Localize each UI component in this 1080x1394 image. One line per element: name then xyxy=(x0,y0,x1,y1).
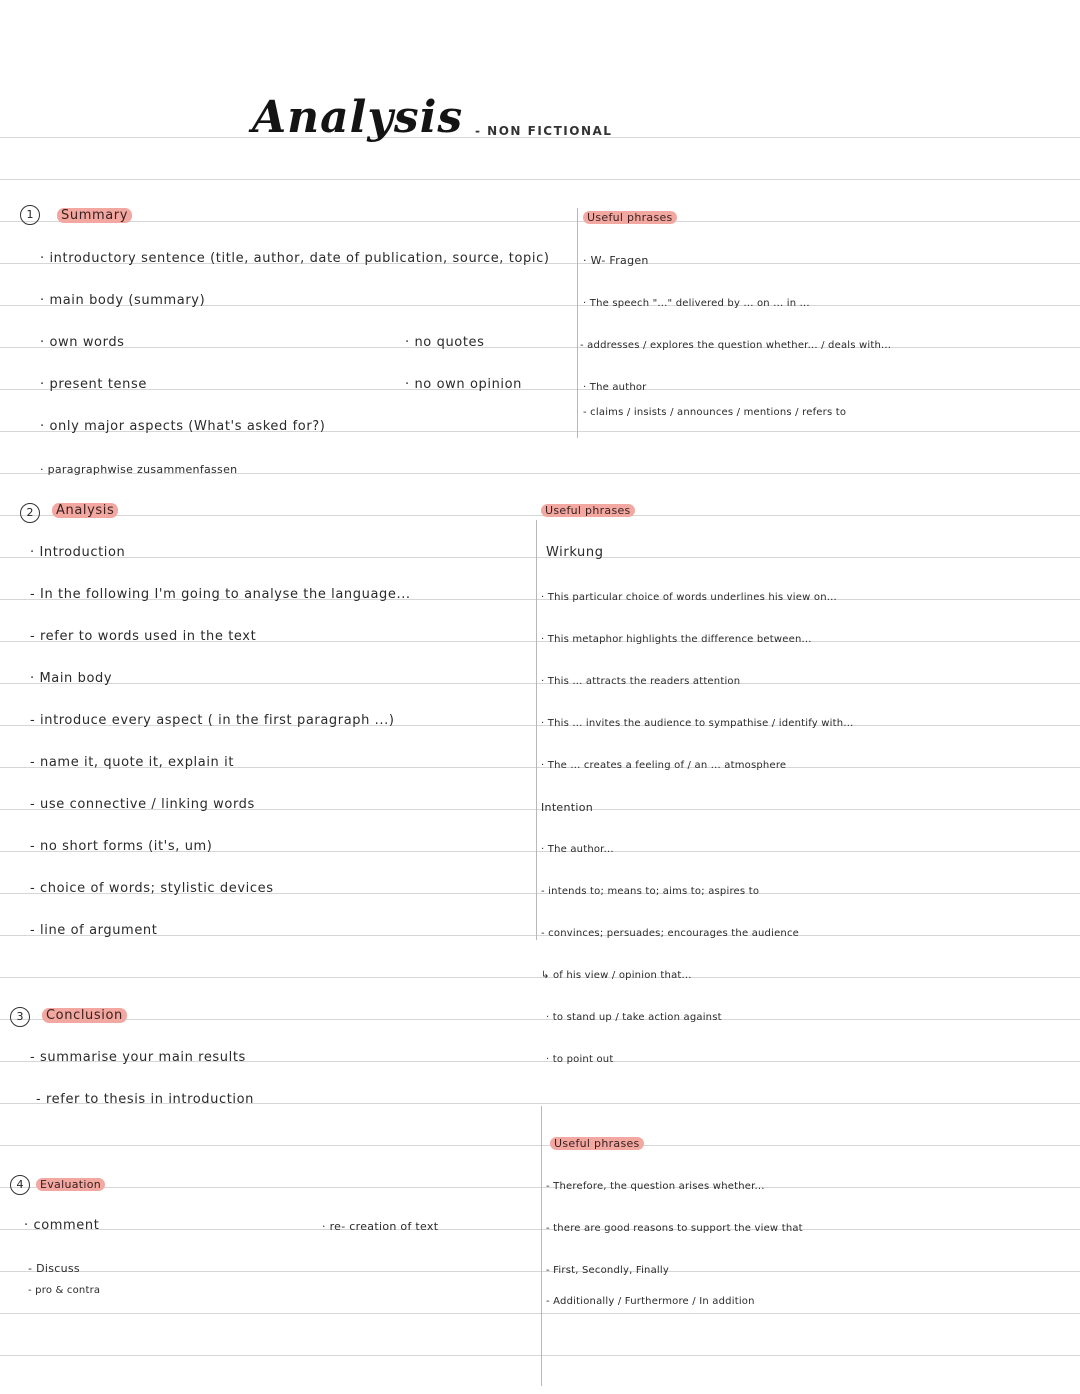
evaluation-useful-heading: Useful phrases xyxy=(550,1136,644,1152)
analysis-phrase: Intention xyxy=(541,801,594,814)
analysis-phrase: · This metaphor highlights the difference between... xyxy=(541,634,812,645)
analysis-phrase: Wirkung xyxy=(546,545,604,560)
divider-evaluation-phrases xyxy=(541,1106,542,1386)
summary-item: · only major aspects (What's asked for?) xyxy=(40,419,326,434)
summary-item: · no quotes xyxy=(405,335,485,350)
analysis-item: · Introduction xyxy=(30,545,126,560)
analysis-item: - introduce every aspect ( in the first paragraph ...) xyxy=(30,713,395,728)
analysis-item: - name it, quote it, explain it xyxy=(30,755,235,770)
analysis-phrase: - convinces; persuades; encourages the audience xyxy=(541,928,800,939)
analysis-phrase: · This particular choice of words underlines his view on... xyxy=(541,592,837,603)
divider-analysis-phrases xyxy=(536,520,537,940)
conclusion-item: - refer to thesis in introduction xyxy=(36,1092,255,1107)
analysis-item: - line of argument xyxy=(30,923,158,938)
analysis-phrase: · to point out xyxy=(546,1054,614,1065)
summary-phrase: · The author xyxy=(583,382,647,393)
summary-useful-heading: Useful phrases xyxy=(583,210,677,226)
section-number-2: 2 xyxy=(20,503,40,523)
page-title: Analysis xyxy=(252,92,464,143)
section-number-1: 1 xyxy=(20,205,40,225)
evaluation-item: · re- creation of text xyxy=(322,1220,439,1233)
analysis-phrase: · to stand up / take action against xyxy=(546,1012,722,1023)
summary-item: · introductory sentence (title, author, date of publication, source, topic) xyxy=(40,251,550,266)
summary-heading: Summary xyxy=(57,208,132,224)
evaluation-phrase: - Therefore, the question arises whether... xyxy=(546,1181,765,1192)
section-number-3: 3 xyxy=(10,1007,30,1027)
analysis-phrase: · The ... creates a feeling of / an ... atmosphere xyxy=(541,760,787,771)
summary-phrase: · W- Fragen xyxy=(583,254,649,267)
analysis-phrase: · This ... attracts the readers attention xyxy=(541,676,741,687)
summary-item: · main body (summary) xyxy=(40,293,206,308)
summary-item: · present tense xyxy=(40,377,147,392)
analysis-item: - refer to words used in the text xyxy=(30,629,257,644)
conclusion-item: - summarise your main results xyxy=(30,1050,246,1065)
summary-item: · paragraphwise zusammenfassen xyxy=(40,463,238,476)
evaluation-item: - Discuss xyxy=(28,1262,80,1275)
summary-phrase: · The speech "..." delivered by ... on ... in ... xyxy=(583,298,810,309)
evaluation-phrase: - there are good reasons to support the view that xyxy=(546,1223,803,1234)
analysis-item: - no short forms (it's, um) xyxy=(30,839,213,854)
analysis-item: - In the following I'm going to analyse the language... xyxy=(30,587,411,602)
analysis-item: - choice of words; stylistic devices xyxy=(30,881,274,896)
analysis-phrase: - intends to; means to; aims to; aspires to xyxy=(541,886,760,897)
evaluation-item: · comment xyxy=(24,1218,100,1233)
summary-phrase: - claims / insists / announces / mentions / refers to xyxy=(583,407,847,418)
evaluation-phrase: - First, Secondly, Finally xyxy=(546,1265,669,1276)
summary-item: · no own opinion xyxy=(405,377,523,392)
analysis-item: · Main body xyxy=(30,671,113,686)
summary-phrase: - addresses / explores the question whether... / deals with... xyxy=(580,340,892,351)
page-subtitle: - NON FICTIONAL xyxy=(475,124,613,138)
divider-summary-phrases xyxy=(577,208,578,438)
evaluation-phrase: - Additionally / Furthermore / In addition xyxy=(546,1296,755,1307)
evaluation-item: - pro & contra xyxy=(28,1285,101,1296)
summary-item: · own words xyxy=(40,335,125,350)
analysis-phrase: ↳ of his view / opinion that... xyxy=(541,970,692,981)
analysis-phrase: · The author... xyxy=(541,844,614,855)
evaluation-heading: Evaluation xyxy=(36,1177,105,1193)
analysis-phrase: · This ... invites the audience to sympathise / identify with... xyxy=(541,718,854,729)
conclusion-heading: Conclusion xyxy=(42,1008,127,1024)
analysis-useful-heading: Useful phrases xyxy=(541,503,635,519)
section-number-4: 4 xyxy=(10,1175,30,1195)
analysis-heading: Analysis xyxy=(52,503,118,519)
analysis-item: - use connective / linking words xyxy=(30,797,255,812)
